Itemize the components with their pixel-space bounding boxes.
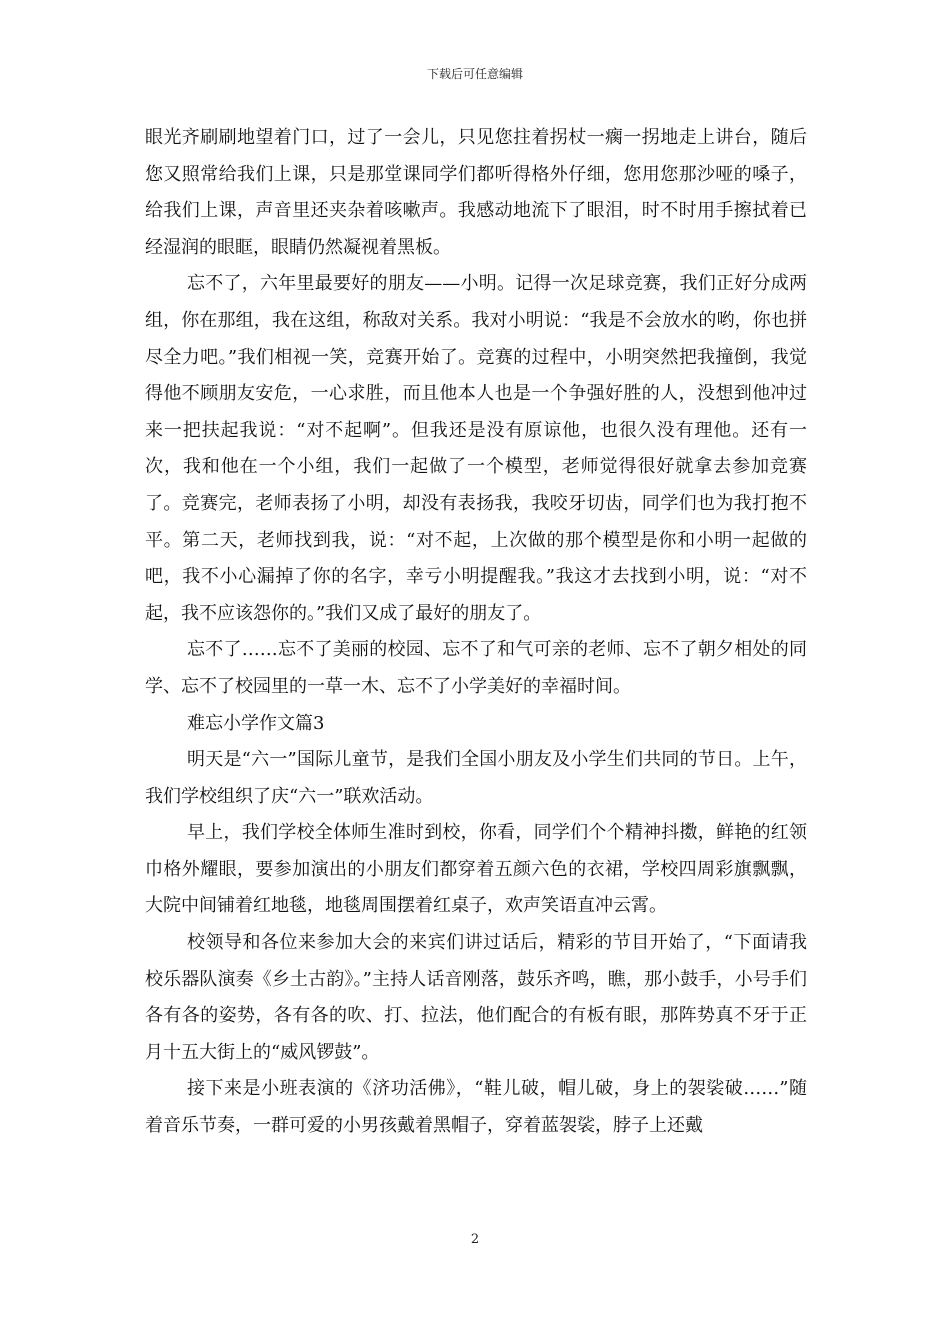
page-header: 下载后可任意编辑 xyxy=(426,67,523,81)
paragraph-cannot-forget: 忘不了……忘不了美丽的校园、忘不了和气可亲的老师、忘不了朝夕相处的同学、忘不了校园里的一草一木、忘不了小学美好的幸福时间。 xyxy=(145,639,807,697)
page-number: 2 xyxy=(470,1232,480,1247)
paragraph-friend-xiaoming: 忘不了，六年里最要好的朋友——小明。记得一次足球竞赛，我们正好分成两组，你在那组，我在这组，称敌对关系。我对小明说：“我是不会放水的哟，你也拼尽全力吧。”我们相视一笑，竞赛开始了。竞赛的过程中，小明突然把我撞倒，我觉得他不顾朋友安危，一心求胜，而且他本人也是一个争强好胜的人，没想到他冲过来一把扶起我说：“对不起啊”。但我还是没有原谅他，也很久没有理他。还有一次，我和他在一个小组，我们一起做了一个模型，老师觉得很好就拿去参加竞赛了。竞赛完，老师表扬了小明，却没有表扬我，我咬牙切齿，同学们也为我打抱不平。第二天，老师找到我，说：“对不起，上次做的那个模型是你和小明一起做的吧，我不小心漏掉了你的名字，幸亏小明提醒我。”我这才去找到小明，说：“对不起，我不应该怨你的。”我们又成了最好的朋友了。 xyxy=(145,273,807,624)
section-heading: 难忘小学作文篇3 xyxy=(187,712,325,734)
paragraph-next-show: 接下来是小班表演的《济功活佛》，“鞋儿破，帽儿破，身上的袈裟破……”随着音乐节奏，一群可爱的小男孩戴着黑帽子，穿着蓝袈裟，脖子上还戴 xyxy=(145,1078,807,1137)
paragraph-morning: 早上，我们学校全体师生准时到校，你看，同学们个个精神抖擞，鲜艳的红领巾格外耀眼，要参加演出的小朋友们都穿着五颜六色的衣裙，学校四周彩旗飘飘，大院中间铺着红地毯，地毯周围摆着红桌子，欢声笑语直冲云霄。 xyxy=(145,822,807,917)
paragraph-continuation: 眼光齐刷刷地望着门口，过了一会儿，只见您拄着拐杖一瘸一拐地走上讲台，随后您又照常给我们上课，只是那堂课同学们都听得格外仔细，您用您那沙哑的嗓子，给我们上课，声音里还夹杂着咳嗽声。我感动地流下了眼泪，时不时用手擦拭着已经湿润的眼眶，眼睛仍然凝视着黑板。 xyxy=(145,127,807,258)
paragraph-childrens-day: 明天是“六一”国际儿童节，是我们全国小朋友及小学生们共同的节日。上午，我们学校组织了庆“六一”联欢活动。 xyxy=(145,749,807,807)
document-body xyxy=(145,120,807,1145)
paragraph-performance: 校领导和各位来参加大会的来宾们讲过话后，精彩的节目开始了，“下面请我校乐器队演奏《乡土古韵》。”主持人话音刚落，鼓乐齐鸣，瞧，那小鼓手，小号手们各有各的姿势，各有各的吹、打、拉法，他们配合的有板有眼，那阵势真不牙于正月十五大街上的“威风锣鼓”。 xyxy=(145,932,807,1063)
